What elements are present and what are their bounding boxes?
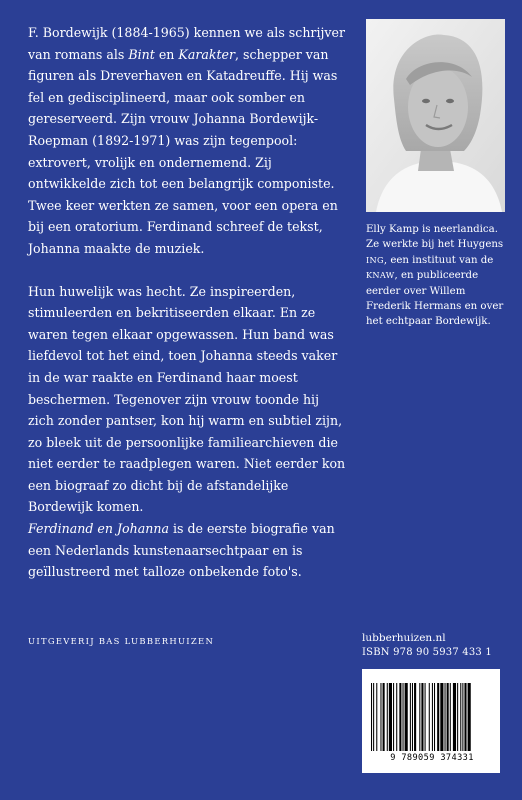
author-bio <box>366 222 511 330</box>
barcode-bar <box>468 683 471 751</box>
barcode-bar <box>414 683 416 751</box>
blurb-text: is de eerste biografie van een Nederlands kunstenaarsechtpaar en is geïllustreerd met talloze onbekende foto's. <box>28 521 335 580</box>
barcode-bar <box>396 683 397 751</box>
barcode-bar <box>393 683 394 751</box>
barcode-bar <box>389 683 392 751</box>
barcode-bar <box>410 683 411 751</box>
barcode-bar <box>464 683 466 751</box>
barcode-bar <box>399 683 401 751</box>
bio-text: , een instituut van de <box>383 254 494 266</box>
blurb-paragraph-3 <box>28 518 348 583</box>
barcode-bar <box>383 683 385 751</box>
bio-smallcaps: KNAW <box>366 270 395 281</box>
bio-text: , en publiceerde eerder over Willem Frederik Hermans en over het echtpaar Bordewijk. <box>366 270 504 328</box>
barcode-bar <box>440 683 443 751</box>
barcode-bar <box>445 683 446 751</box>
barcode-bar <box>371 683 372 751</box>
isbn: ISBN 978 90 5937 433 1 <box>362 647 492 658</box>
author-photo <box>366 19 505 212</box>
book-title-karakter: Karakter <box>178 46 236 62</box>
barcode-bar <box>421 683 423 751</box>
barcode-bar <box>462 683 463 751</box>
publisher-website: lubberhuizen.nl <box>362 632 446 644</box>
barcode-bar <box>447 683 449 751</box>
barcode-bar <box>425 683 426 751</box>
barcode-bar <box>457 683 458 751</box>
barcode-digits: 9 789059 374331 <box>390 753 474 763</box>
barcode-bar <box>387 683 388 751</box>
barcode-bar <box>412 683 413 751</box>
book-title-bint: Bint <box>128 46 155 62</box>
blurb-text: F. Bordewijk (1884-1965) kennen we als schrijver van romans als <box>28 25 345 62</box>
bio-smallcaps: ING <box>366 254 384 265</box>
barcode-bar <box>376 683 377 751</box>
barcode-bars <box>371 683 491 751</box>
barcode-bar <box>460 683 461 751</box>
barcode-bar <box>373 683 374 751</box>
barcode-bar <box>405 683 408 751</box>
barcode-bar <box>432 683 433 751</box>
barcode-bar <box>437 683 439 751</box>
publisher-name: UITGEVERIJ BAS LUBBERHUIZEN <box>28 636 215 646</box>
blurb <box>28 22 348 583</box>
barcode-bar <box>403 683 404 751</box>
barcode-bar <box>450 683 451 751</box>
blurb-text: en <box>154 46 179 62</box>
barcode <box>362 669 500 773</box>
barcode-bar <box>429 683 430 751</box>
blurb-paragraph-2: Hun huwelijk was hecht. Ze inspireerden, stimuleerden en bekritiseerden elkaar. En ze waren tegen elkaar opgewassen. Hun band was liefdevol tot het eind, toen Johanna steeds vaker in de war raakte en Ferdinand haar moest beschermen. Tegenover zijn vrouw toonde hij zich zonder pantser, kon hij warm en subtiel zijn, zo bleek uit de persoonlijke familiearchieven die niet eerder te raadplegen waren. Niet eerder kon een biograaf zo dicht bij de afstandelijke Bordewijk komen. <box>28 283 346 515</box>
barcode-bar <box>434 683 435 751</box>
barcode-bar <box>453 683 456 751</box>
book-title: Ferdinand en Johanna <box>28 521 169 537</box>
blurb-paragraph-1 <box>28 22 348 260</box>
bio-text: Elly Kamp is neerlandica. Ze werkte bij het Huygens <box>366 224 504 251</box>
blurb-text: , schepper van figuren als Dreverhaven en Katadreuffe. Hij was fel en gedisciplineerd, maar ook somber en gereserveerd. Zijn vrouw Johanna Bordewijk-Roepman (1892-1971) was zijn tegenpool: extrovert, vrolijk en ondernemend. Zij ontwikkelde zich tot een belangrijk componiste. Twee keer werkten ze samen, voor een opera en bij een oratorium. Ferdinand schreef de tekst, Johanna maakte de muziek. <box>28 46 338 256</box>
barcode-bar <box>380 683 381 751</box>
barcode-bar <box>419 683 420 751</box>
